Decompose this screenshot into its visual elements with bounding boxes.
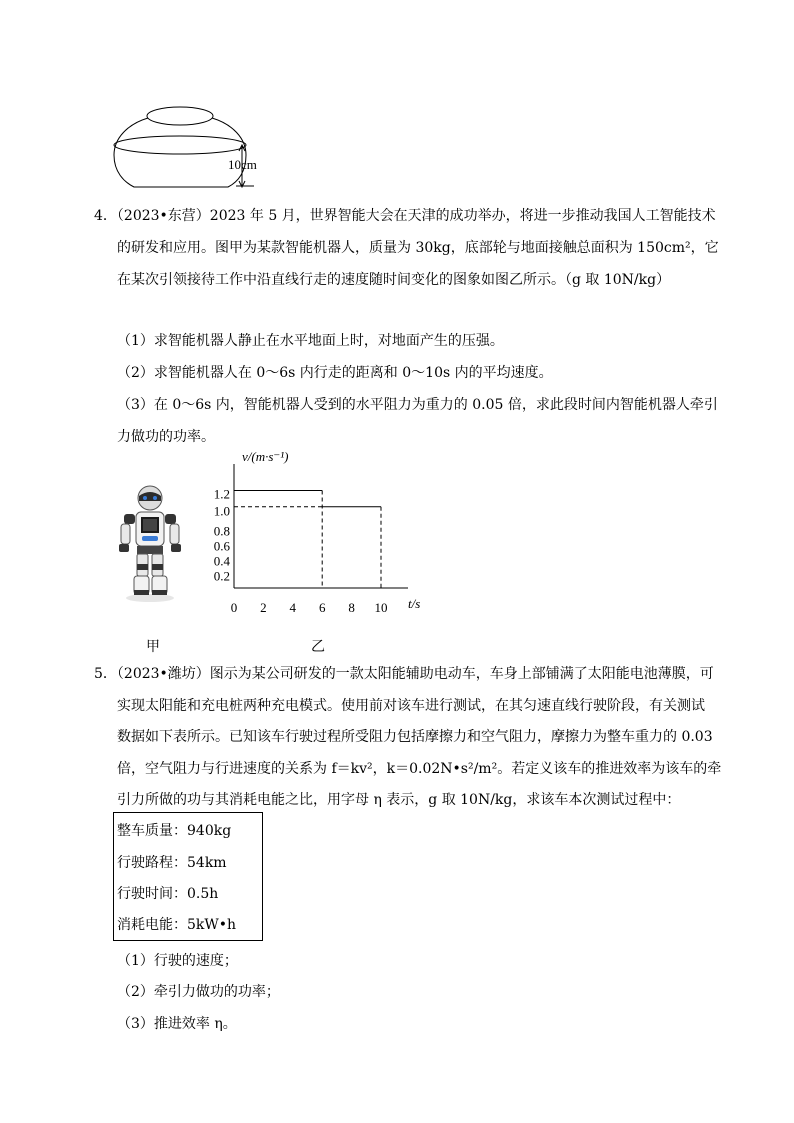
q4-line-1: 4．（2023•东营）2023 年 5 月，世界智能大会在天津的成功举办，将进一步推动我国人工智能技术 bbox=[94, 208, 716, 224]
y-tick-label-0.8: 0.8 bbox=[213, 523, 230, 539]
q4-line-2: 的研发和应用。图甲为某款智能机器人，质量为 30kg，底部轮与地面接触总面积为 150cm²，它 bbox=[117, 240, 719, 256]
y-tick-label-1.2: 1.2 bbox=[213, 486, 230, 502]
x-tick-label-0: 0 bbox=[230, 600, 238, 615]
x-tick-label-6: 6 bbox=[318, 600, 326, 615]
q4-sub-2: （2）求智能机器人在 0～6s 内行走的距离和 0～10s 内的平均速度。 bbox=[117, 365, 553, 381]
fish-bowl-figure bbox=[108, 100, 273, 192]
bowl-water-surface bbox=[114, 136, 246, 154]
spec-row-energy: 消耗电能：5kW•h bbox=[117, 917, 237, 933]
x-tick-label-8: 8 bbox=[348, 600, 355, 615]
x-tick-label-2: 2 bbox=[260, 600, 267, 615]
q5-sub-1: （1）行驶的速度； bbox=[117, 953, 238, 969]
y-tick-label-0.2: 0.2 bbox=[213, 568, 230, 584]
spec-row-distance: 行驶路程：54km bbox=[117, 855, 227, 871]
q4-line-3: 在某次引领接待工作中沿直线行走的速度随时间变化的图象如图乙所示。（g 取 10N/kg） bbox=[117, 272, 671, 288]
bowl-outline bbox=[114, 118, 246, 187]
q4-sub-3-line-2: 力做功的功率。 bbox=[117, 429, 215, 445]
caption-jia: 甲 bbox=[146, 639, 160, 655]
q4-sub-1: （1）求智能机器人静止在水平地面上时，对地面产生的压强。 bbox=[117, 333, 504, 349]
spec-row-mass: 整车质量：940kg bbox=[117, 823, 232, 839]
y-tick-label-0.4: 0.4 bbox=[213, 553, 230, 569]
x-axis-label: t/s bbox=[408, 596, 421, 611]
y-tick-label-0.6: 0.6 bbox=[213, 538, 230, 554]
q5-line-4: 倍，空气阻力与行进速度的关系为 f＝kv²，k＝0.02N•s²/m²。若定义该车的推进效率为该车的牵 bbox=[117, 761, 722, 777]
q4-sub-3-line-1: （3）在 0～6s 内，智能机器人受到的水平阻力为重力的 0.05 倍，求此段时间内智能机器人牵引 bbox=[117, 397, 718, 413]
y-axis-label: v/(m·s⁻¹) bbox=[242, 449, 289, 464]
x-tick-label-4: 4 bbox=[289, 600, 297, 615]
test-data-table bbox=[113, 812, 263, 941]
caption-yi: 乙 bbox=[311, 639, 325, 655]
bowl-rim bbox=[147, 107, 213, 125]
q5-line-1: 5．（2023•潍坊）图示为某公司研发的一款太阳能辅助电动车，车身上部铺满了太阳能电池薄膜，可 bbox=[94, 666, 714, 682]
q5-line-5: 引力所做的功与其消耗电能之比，用字母 η 表示，g 取 10N/kg，求该车本次测试过程中： bbox=[117, 792, 681, 808]
robot-image bbox=[112, 484, 188, 604]
y-tick-label-1.0: 1.0 bbox=[213, 503, 230, 519]
q5-line-2: 实现太阳能和充电桩两种充电模式。使用前对该车进行测试，在其匀速直线行驶阶段，有关测试 bbox=[117, 698, 705, 714]
q5-sub-2: （2）牵引力做功的功率； bbox=[117, 984, 280, 1000]
spec-row-time: 行驶时间：0.5h bbox=[117, 886, 219, 902]
velocity-time-chart bbox=[200, 446, 440, 618]
height-label: 10cm bbox=[228, 157, 257, 172]
q5-line-3: 数据如下表所示。已知该车行驶过程所受阻力包括摩擦力和空气阻力，摩擦力为整车重力的 0.03 bbox=[117, 729, 713, 745]
x-tick-label-10: 10 bbox=[374, 600, 388, 615]
q5-sub-3: （3）推进效率 η。 bbox=[117, 1016, 237, 1032]
